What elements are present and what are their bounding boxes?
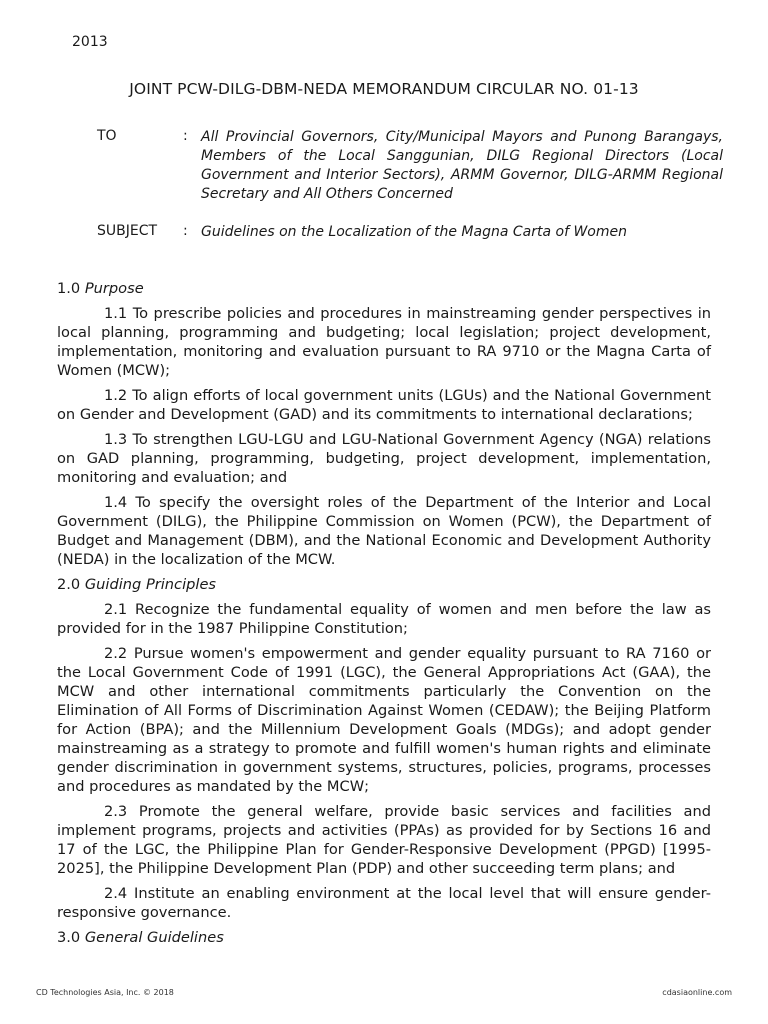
paragraph-1-3: 1.3 To strengthen LGU-LGU and LGU-National Government Agency (NGA) relations on GAD planning, programming, budgeting, project development, implementation, monitoring and evaluation; and: [57, 431, 711, 486]
paragraph-2-2: 2.2 Pursue women's empowerment and gender equality pursuant to RA 7160 or the Local Government Code of 1991 (LGC), the General Appropriations Act (GAA), the MCW and other international commitments particularly the Convention on the Elimination of All Forms of Discrimination Against Women (CEDAW); the Beijing Platform for Action (BPA); and the Millennium Development Goals (MDGs); and adopt gender mainstreaming as a strategy to promote and fulfill women's human rights and eliminate gender discrimination in government systems, structures, policies, programs, processes and procedures as mandated by the MCW;: [57, 645, 711, 795]
subject-colon: :: [183, 223, 188, 239]
paragraph-1-4: 1.4 To specify the oversight roles of the Department of the Interior and Local Government (DILG), the Philippine Commission on Women (PCW), the Department of Budget and Management (DBM), and the National Economic and Development Authority (NEDA) in the localization of the MCW.: [57, 494, 711, 568]
section-heading-purpose: [57, 279, 711, 298]
paragraph-2-4: 2.4 Institute an enabling environment at the local level that will ensure gender-responsive governance.: [57, 885, 711, 921]
to-label: TO: [97, 128, 117, 144]
section-number: 2.0: [57, 576, 81, 593]
section-number: 1.0: [57, 280, 81, 297]
subject-text: Guidelines on the Localization of the Magna Carta of Women: [201, 224, 627, 240]
subject-label: SUBJECT: [97, 223, 158, 239]
section-heading-general-guidelines: [57, 928, 711, 947]
document-year: 2013: [72, 34, 108, 50]
section-heading-guiding-principles: [57, 575, 711, 594]
to-recipients: All Provincial Governors, City/Municipal Mayors and Punong Barangays, Members of the Local Sanggunian, DILG Regional Directors (Local Government and Interior Sectors), ARMM Governor, DILG-ARMM Regional Secretary and All Others Concerned: [201, 129, 723, 202]
section-title: Guiding Principles: [84, 576, 217, 593]
paragraph-1-2: 1.2 To align efforts of local government units (LGUs) and the National Government on Gender and Development (GAD) and its commitments to international declarations;: [57, 387, 711, 423]
paragraph-1-1: 1.1 To prescribe policies and procedures in mainstreaming gender perspectives in local planning, programming and budgeting; local legislation; project development, implementation, monitoring and evaluation pursuant to RA 9710 or the Magna Carta of Women (MCW);: [57, 305, 711, 379]
footer-website: cdasiaonline.com: [662, 988, 732, 997]
memorandum-title: JOINT PCW-DILG-DBM-NEDA MEMORANDUM CIRCULAR NO. 01-13: [129, 80, 639, 98]
to-colon: :: [183, 128, 188, 144]
paragraph-2-3: 2.3 Promote the general welfare, provide basic services and facilities and implement programs, projects and activities (PPAs) as provided for by Sections 16 and 17 of the LGC, the Philippine Plan for Gender-Responsive Development (PPGD) [1995-2025], the Philippine Development Plan (PDP) and other succeeding term plans; and: [57, 803, 711, 877]
section-title: Purpose: [84, 280, 144, 297]
section-title: General Guidelines: [84, 929, 224, 946]
memorandum-body: [57, 279, 711, 953]
section-number: 3.0: [57, 929, 81, 946]
paragraph-2-1: 2.1 Recognize the fundamental equality of women and men before the law as provided for in the 1987 Philippine Constitution;: [57, 601, 711, 637]
footer-copyright: CD Technologies Asia, Inc. © 2018: [36, 988, 174, 997]
